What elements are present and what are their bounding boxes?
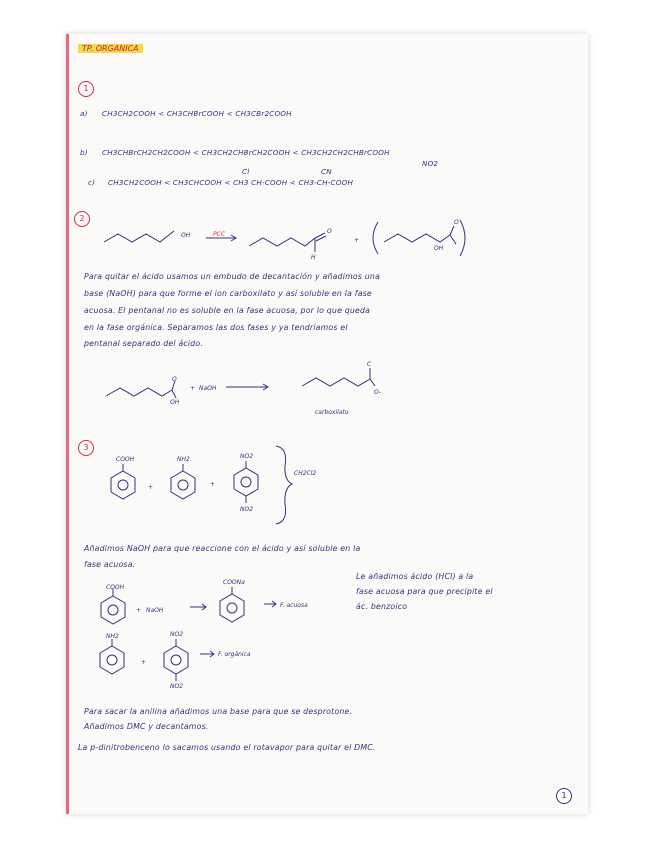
q3-forganica-label: F. orgánica [218, 651, 251, 658]
q3-no2-top-label: NO2 [240, 453, 254, 460]
aniline-ring-2-circle [107, 655, 117, 665]
q1a-text: CH3CH2COOH < CH3CHBrCOOH < CH3CBr2COOH [102, 109, 292, 118]
q1c-label: c) [88, 178, 96, 187]
q2-paragraph-line-1: Para quitar el ácido usamos un embudo de decantación y añadimos una [84, 272, 381, 281]
q3-no2-top-label-2: NO2 [170, 631, 184, 638]
q3-plus-2: + [210, 481, 216, 488]
q3-facuosa-label: F. acuosa [280, 602, 308, 609]
q3-nh2-label: NH2 [177, 456, 190, 463]
q3-mixture-drawing [66, 34, 588, 814]
aniline-ring-circle [178, 480, 188, 490]
page-title: TP. ORGANICA [78, 44, 143, 53]
q2-paragraph-line-2: base (NaOH) para que forme el ion carboxilato y así soluble en la fase [84, 289, 372, 298]
q2-pcc-label: PCC [213, 231, 225, 238]
q2-paragraph-line-4: en la fase orgánica. Separamos las dos fases y ya tendríamos el [84, 323, 348, 332]
q3-cooh-label: COOH [116, 456, 135, 463]
mixture-brace [276, 446, 292, 524]
q3-solvent-label: CH2Cl2 [294, 470, 317, 477]
q3-plus-1: + [148, 484, 154, 491]
notebook-page [66, 34, 588, 814]
q1c-text: CH3CH2COOH < CH3CHCOOH < CH3 CH-COOH < CH3-CH-COOH [108, 178, 354, 187]
q2-ominus-label: O- [374, 389, 381, 396]
q2-acid2-oh-label: OH [170, 399, 180, 406]
q3-no2-bottom-label-2: NO2 [170, 683, 184, 690]
benzoic-acid-ring-2-circle [108, 605, 118, 615]
dinitrobenzene-ring-circle [241, 477, 251, 487]
q2-acid-oh-label: OH [434, 245, 444, 252]
benzoate-ring [220, 594, 244, 622]
q3-line-2: fase acuosa. [84, 560, 136, 569]
q3-naoh-label: NaOH [146, 607, 164, 614]
section-number-1: 1 [78, 81, 94, 97]
q3-coona-label: COONa [223, 579, 245, 586]
q3-side-note-1: Le añadimos ácido (HCl) a la [356, 572, 474, 581]
q2-plus-naoh: + [190, 385, 196, 392]
aniline-ring [171, 471, 195, 499]
page-number: 1 [556, 788, 572, 804]
dinitrobenzene-ring [234, 468, 258, 496]
q3-para-1: Para sacar la anilina añadimos una base para que se desprotone. [84, 707, 353, 716]
q3-plus-4: + [141, 659, 147, 666]
q1a-label: a) [80, 109, 88, 118]
q3-side-note-2: fase acuosa para que precipite el [356, 587, 493, 596]
q2-acid2-o-label: O [172, 376, 177, 383]
section-number-3: 3 [78, 440, 94, 456]
q3-cooh-label-2: COOH [106, 584, 125, 591]
benzoic-acid-ring [111, 471, 135, 499]
q2-paragraph-line-5: pentanal separado del ácido. [84, 339, 204, 348]
q3-plus-3: + [136, 607, 142, 614]
aniline-ring-2 [100, 646, 124, 674]
q2-oh-label: OH [181, 232, 191, 239]
q1c-sub-no2: NO2 [422, 159, 439, 168]
q2-h-label: H [311, 254, 316, 261]
q1c-sub-cl: Cl [242, 167, 250, 176]
q2-c-label: C [367, 361, 372, 368]
q3-line-1: Añadimos NaOH para que reaccione con el ácido y así soluble en la [84, 544, 361, 553]
q3-para-3: La p-dinitrobenceno lo sacamos usando el rotavapor para quitar el DMC. [78, 743, 376, 752]
q1b-text: CH3CHBrCH2CH2COOH < CH3CH2CHBrCH2COOH < CH3CH2CH2CHBrCOOH [102, 148, 390, 157]
q2-naoh-label: NaOH [199, 385, 217, 392]
q1b-label: b) [80, 148, 88, 157]
q2-plus: + [354, 237, 360, 244]
q3-side-note-3: ác. benzoico [356, 602, 408, 611]
dinitrobenzene-ring-2 [164, 646, 188, 674]
section-number-2: 2 [74, 211, 90, 227]
benzoic-acid-ring-circle [118, 480, 128, 490]
dinitrobenzene-ring-2-circle [171, 655, 181, 665]
q2-paragraph-line-3: acuosa. El pentanal no es soluble en la fase acuosa, por lo que queda [84, 306, 371, 315]
q2-acid-o-label: O [454, 219, 459, 226]
q3-no2-bottom-label: NO2 [240, 506, 254, 513]
q3-para-2: Añadimos DMC y decantamos. [84, 722, 209, 731]
q2-o-label: O [327, 228, 332, 235]
benzoic-acid-ring-2 [101, 596, 125, 624]
q1c-sub-cn: CN [321, 167, 332, 176]
q3-nh2-label-2: NH2 [106, 633, 119, 640]
benzoate-ring-circle [227, 603, 237, 613]
q2-carboxylate-label: carboxilato [315, 409, 349, 416]
